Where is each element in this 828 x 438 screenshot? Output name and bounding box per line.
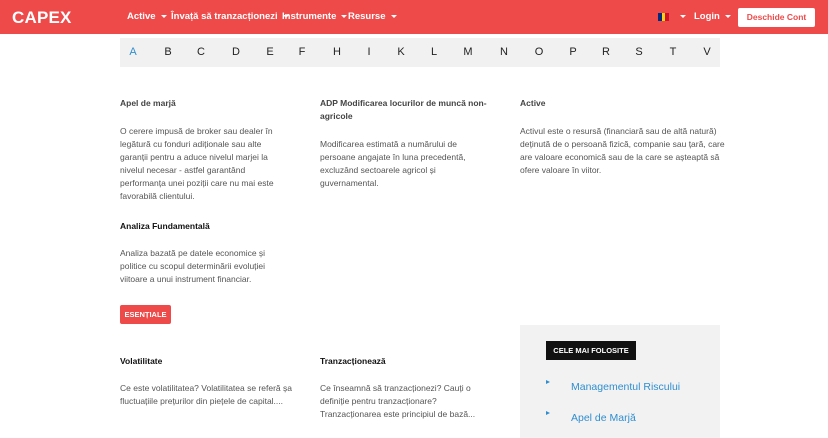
- chevron-down-icon[interactable]: [680, 15, 686, 18]
- letter-o[interactable]: O: [534, 46, 544, 58]
- article-excerpt: Ce este volatilitatea? Volatilitatea se referă șa fluctuațiile prețurilor din piețele de capital....: [120, 383, 292, 406]
- chevron-down-icon: [725, 15, 731, 18]
- nav-active[interactable]: [127, 11, 167, 22]
- term-title[interactable]: Active: [520, 98, 546, 108]
- triangle-bullet-icon: [546, 380, 550, 384]
- letter-l[interactable]: L: [430, 46, 438, 58]
- letter-f[interactable]: F: [298, 46, 306, 58]
- letter-s[interactable]: S: [635, 46, 643, 58]
- letter-n[interactable]: N: [500, 46, 508, 58]
- chevron-down-icon: [341, 15, 347, 18]
- nav-instrumente[interactable]: [282, 11, 347, 22]
- term-title[interactable]: Analiza Fundamentală: [120, 221, 210, 231]
- letter-b[interactable]: B: [164, 46, 172, 58]
- letter-i[interactable]: I: [367, 46, 371, 58]
- romania-flag-icon[interactable]: [658, 13, 669, 21]
- article-title[interactable]: Tranzacționează: [320, 356, 386, 366]
- letter-p[interactable]: P: [569, 46, 577, 58]
- chevron-down-icon: [391, 15, 397, 18]
- letter-e[interactable]: E: [266, 46, 274, 58]
- term-description: Modificarea estimată a numărului de persoane angajate în luna precedentă, excluzând sectoarele agricol și guvernamental.: [320, 139, 466, 188]
- capex-logo[interactable]: CAPEX: [12, 8, 72, 27]
- letter-m[interactable]: M: [463, 46, 473, 58]
- letter-v[interactable]: V: [703, 46, 711, 58]
- nav-active-label: Active: [127, 11, 156, 22]
- letter-d[interactable]: D: [232, 46, 240, 58]
- article-title[interactable]: Volatilitate: [120, 356, 163, 366]
- essentials-badge[interactable]: ESENȚIALE: [120, 305, 171, 324]
- term-description: Analiza bazată pe datele economice și politice cu scopul determinării evoluției viitoare a unui instrument financiar.: [120, 248, 266, 284]
- triangle-bullet-icon: [546, 411, 550, 415]
- alphabet-filter-bar: [120, 38, 720, 67]
- sidebar-link-risk-management[interactable]: Managementul Riscului: [571, 381, 681, 393]
- term-title[interactable]: Apel de marjă: [120, 98, 176, 108]
- nav-resurse-label: Resurse: [348, 11, 386, 22]
- term-description: O cerere impusă de broker sau dealer în legătură cu fonduri adiționale sau alte garanții pentru a aduce nivelul marjei la nivelul necesar - astfel garantând performanța unei poziții care nu mai este favorabilă clientului.: [120, 126, 274, 201]
- chevron-down-icon: [161, 15, 167, 18]
- term-description: Activul este o resursă (financiară sau de altă natură) deținută de o persoană fizică, companie sau țară, care are valoare economică sau de la care se așteaptă să ofere valoare în viitor.: [520, 126, 725, 175]
- most-used-heading: CELE MAI FOLOSITE: [546, 341, 636, 360]
- nav-resurse[interactable]: [348, 11, 397, 22]
- letter-c[interactable]: C: [197, 46, 205, 58]
- login-link[interactable]: [694, 11, 731, 22]
- letter-a[interactable]: A: [129, 46, 137, 58]
- letter-k[interactable]: K: [397, 46, 405, 58]
- open-account-button[interactable]: Deschide Cont: [738, 8, 815, 27]
- top-navigation-bar: [0, 0, 828, 34]
- nav-invata-label: Învață să tranzacționezi: [171, 11, 278, 22]
- login-label: Login: [694, 11, 720, 22]
- nav-instrumente-label: Instrumente: [282, 11, 337, 22]
- sidebar-link-margin-call[interactable]: Apel de Marjă: [571, 412, 636, 424]
- letter-r[interactable]: R: [602, 46, 610, 58]
- letter-t[interactable]: T: [669, 46, 677, 58]
- nav-invata[interactable]: [171, 11, 289, 22]
- term-title[interactable]: ADP Modificarea locurilor de muncă non-agricole: [320, 98, 487, 121]
- article-excerpt: Ce înseamnă să tranzacționezi? Cauți o definiție pentru tranzacționare? Tranzacționarea este principiul de bază...: [320, 383, 476, 419]
- letter-h[interactable]: H: [333, 46, 341, 58]
